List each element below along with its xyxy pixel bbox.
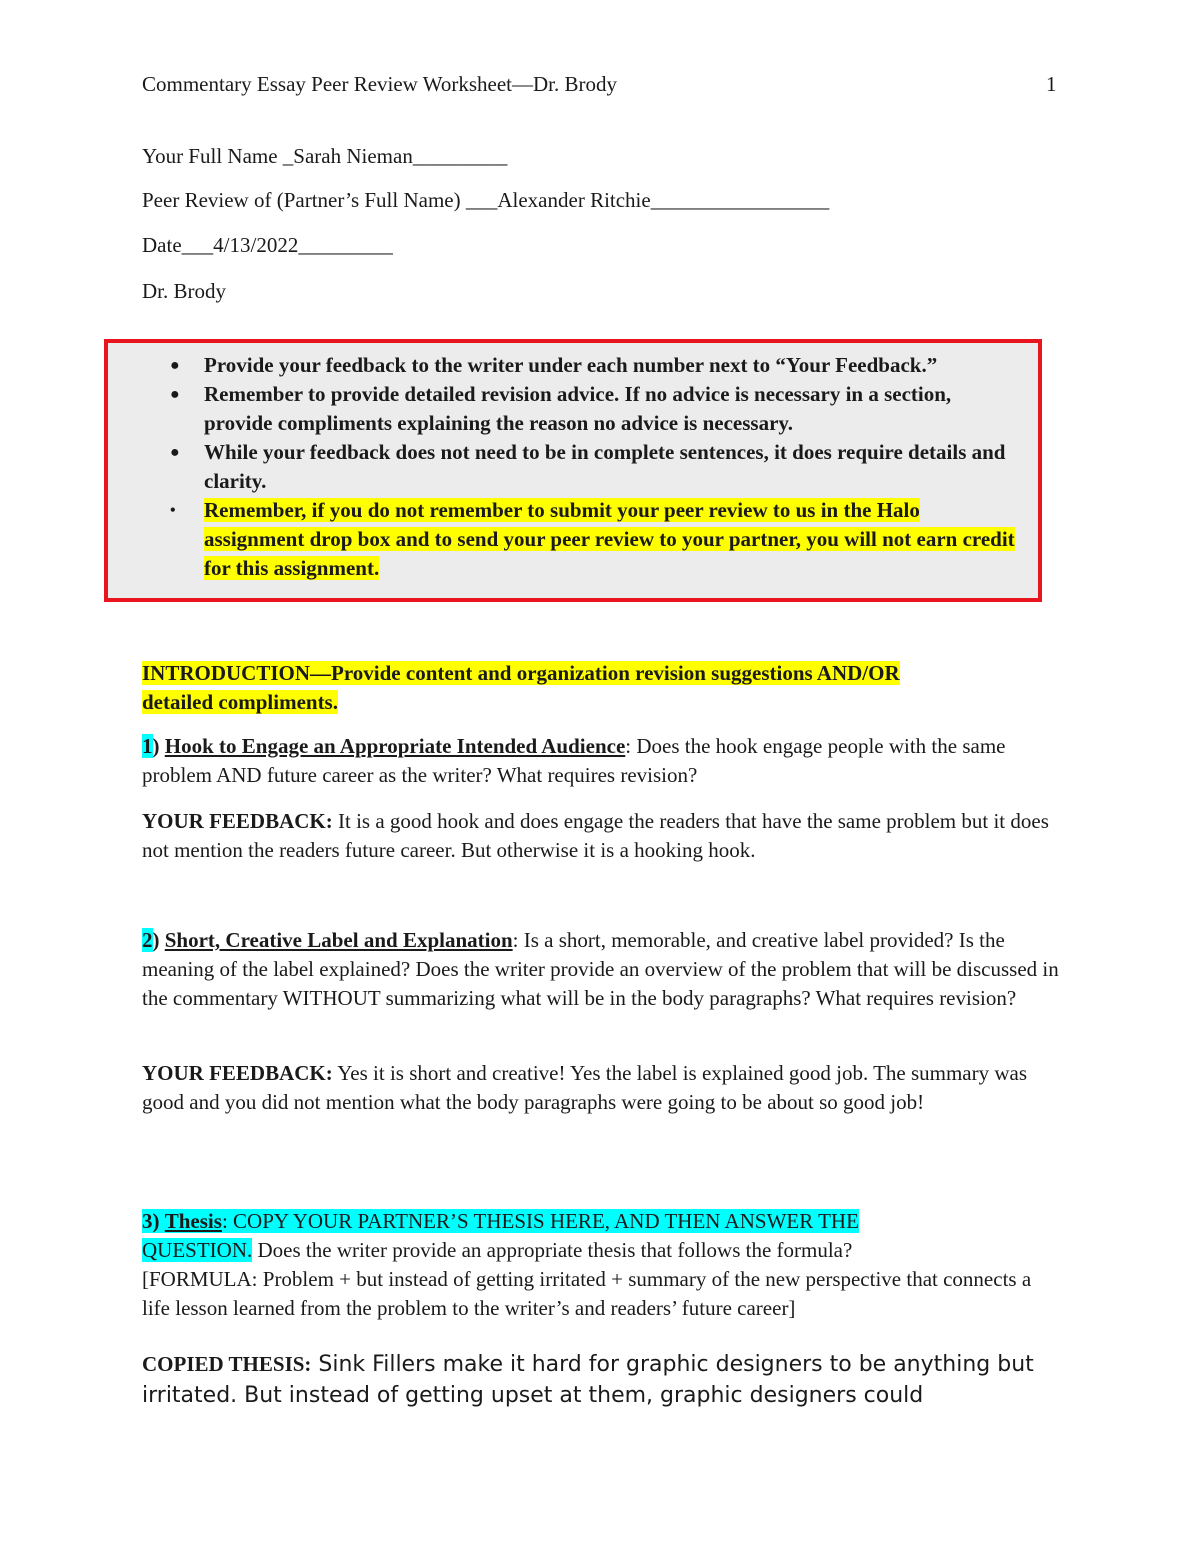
question-2-text: : Is a short, memorable, and creative label provided? Is the meaning of the label explained? Does the writer provide an overview of the problem that will be discussed in the commentary WITHOUT summarizing what will be in the body paragraphs? What requires revision? xyxy=(142,928,1059,1010)
intro-heading-line2: detailed compliments. xyxy=(142,690,338,714)
question-3-line1 xyxy=(142,1207,859,1236)
date-line xyxy=(142,231,393,260)
feedback-2 xyxy=(142,1059,1072,1117)
instructions-box xyxy=(104,339,1042,602)
feedback-2-text: Yes it is short and creative! Yes the label is explained good job. The summary was good and you did not mention what the body paragraphs were going to be about so good job! xyxy=(142,1061,1028,1114)
question-3-formula: [FORMULA: Problem + but instead of getting irritated + summary of the new perspective that connects a life lesson learned from the problem to the writer’s and readers’ future career] xyxy=(142,1267,1032,1320)
date-value: 4/13/2022 xyxy=(213,233,299,257)
date-label: Date___ xyxy=(142,233,214,257)
feedback-1-label: YOUR FEEDBACK: xyxy=(142,809,333,833)
bullet-icon: ● xyxy=(170,444,180,461)
question-3-number: 3) xyxy=(142,1209,160,1233)
feedback-1-text: It is a good hook and does engage the readers that have the same problem but it does not mention the readers future career. But otherwise it is a hooking hook. xyxy=(142,809,1049,862)
full-name-line xyxy=(142,142,507,171)
copied-thesis-text: Sink Fillers make it hard for graphic designers to be anything but irritated. But instead of getting upset at them, graphic designers could xyxy=(142,1352,1034,1408)
bullet-icon: • xyxy=(170,502,176,519)
page-number: 1 xyxy=(1046,72,1057,96)
question-1: 1) Hook to Engage an Appropriate Intended Audience: Does the hook engage people with the same problem AND future career as the writer? What requires revision? xyxy=(142,734,1006,787)
instructions-list xyxy=(158,351,1018,583)
copied-thesis xyxy=(142,1350,1072,1412)
question-1-title: Hook to Engage an Appropriate Intended Audience xyxy=(164,734,626,758)
peer-name-label: Peer Review of (Partner’s Full Name) ___ xyxy=(142,188,498,212)
feedback-2-label: YOUR FEEDBACK: xyxy=(142,1061,333,1085)
intro-heading-line1: INTRODUCTION—Provide content and organization revision suggestions AND/OR xyxy=(142,661,900,685)
bullet-icon: ● xyxy=(170,357,180,374)
instruction-item: • Remember, if you do not remember to submit your peer review to us in the Halo assignment drop box and to send your peer review to your partner, you will not earn credit for this assignment. xyxy=(170,498,1015,580)
bullet-icon: ● xyxy=(170,386,180,403)
question-2-number: 2 xyxy=(142,928,153,952)
copied-thesis-label: COPIED THESIS: xyxy=(142,1352,312,1376)
peer-name-trail: _________________ xyxy=(650,188,830,212)
question-3-title: Thesis xyxy=(164,1209,222,1233)
instruction-item: ● Remember to provide detailed revision advice. If no advice is necessary in a section, provide compliments explaining the reason no advice is necessary. xyxy=(170,382,952,435)
instruction-item: ● Provide your feedback to the writer under each number next to “Your Feedback.” xyxy=(158,351,1018,380)
peer-name-value: Alexander Ritchie xyxy=(497,188,651,212)
feedback-1 xyxy=(142,807,1072,865)
date-trail: _________ xyxy=(298,233,393,257)
question-3-line2: QUESTION. Does the writer provide an appropriate thesis that follows the formula? xyxy=(142,1238,853,1262)
instructor-name: Dr. Brody xyxy=(142,279,226,303)
question-2: 2) Short, Creative Label and Explanation: Is a short, memorable, and creative label provided? Is the meaning of the label explained? Does the writer provide an overview of the problem that will be discussed in the commentary WITHOUT summarizing what will be in the body paragraphs? What requires revision? xyxy=(142,928,1059,1010)
full-name-label: Your Full Name _ xyxy=(142,144,294,168)
question-1-text: : Does the hook engage people with the same problem AND future career as the writer? What requires revision? xyxy=(142,734,1006,787)
peer-name-line xyxy=(142,186,829,215)
question-1-number: 1 xyxy=(142,734,153,758)
instruction-item: ● While your feedback does not need to be in complete sentences, it does require details and clarity. xyxy=(170,440,1006,493)
header-title: Commentary Essay Peer Review Worksheet—Dr. Brody xyxy=(142,72,618,96)
question-2-title: Short, Creative Label and Explanation xyxy=(164,928,513,952)
question-3-instruction: : COPY YOUR PARTNER’S THESIS HERE, AND THEN ANSWER THE xyxy=(221,1209,859,1233)
full-name-value: Sarah Nieman xyxy=(293,144,413,168)
full-name-trail: _________ xyxy=(412,144,508,168)
